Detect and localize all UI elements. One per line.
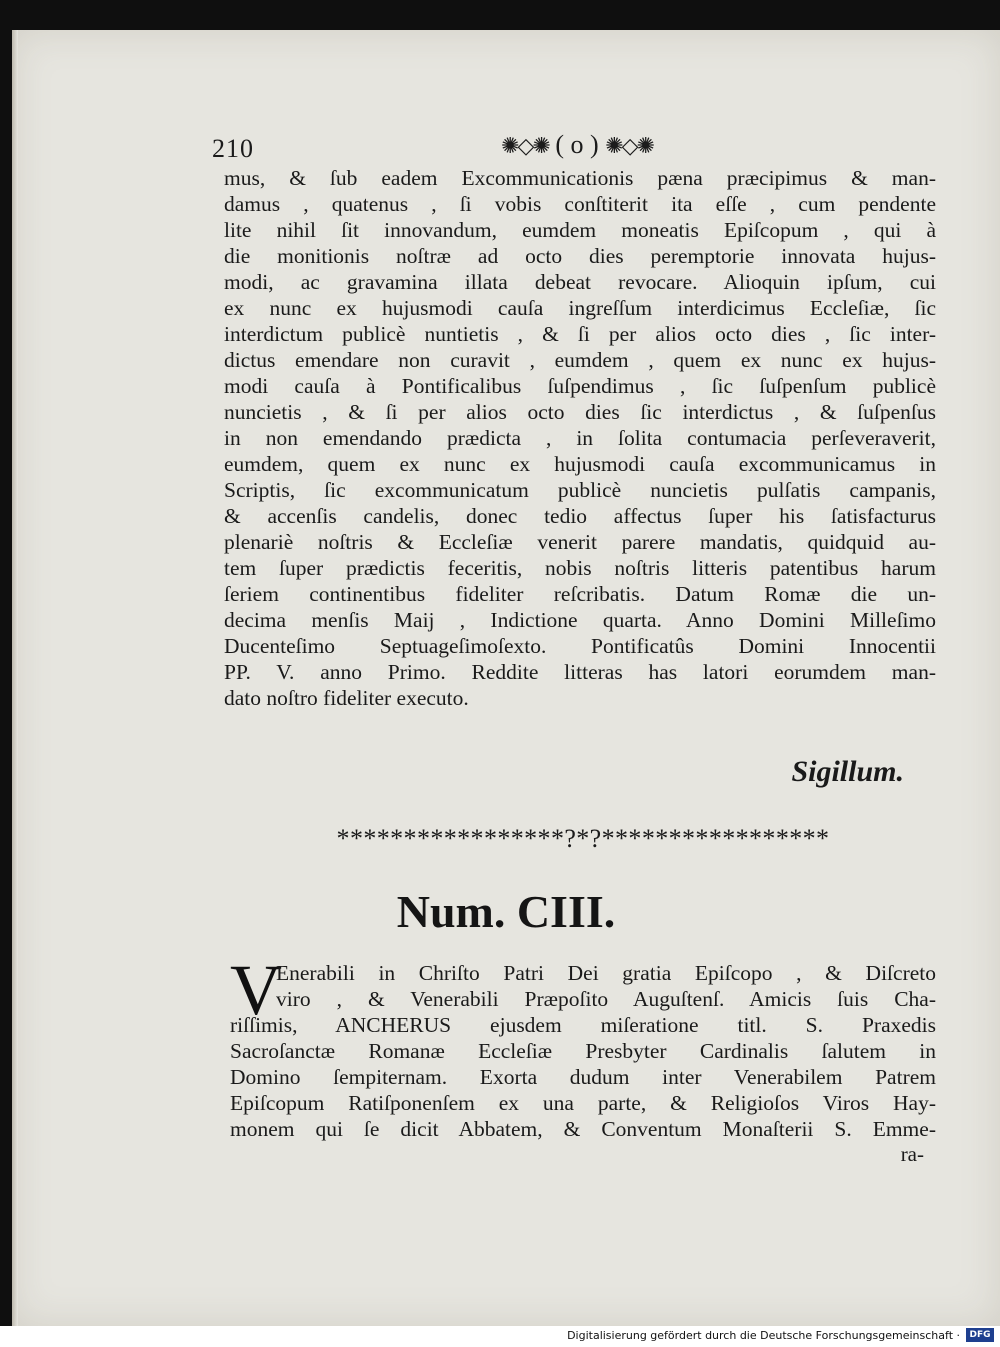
text-line: dato noſtro fideliter executo. — [224, 686, 469, 710]
text-line: plenariè noſtris & Eccleſiæ venerit parere mandatis, quidquid au- — [224, 530, 936, 554]
text-line: tem ſuper prædictis feceritis, nobis noſtris litteris patentibus harum — [224, 556, 936, 580]
text-line: monem qui ſe dicit Abbatem, & Conventum Monaſterii S. Emme- — [230, 1117, 936, 1141]
text-line: decima menſis Maij , Indictione quarta. Anno Domini Milleſimo — [224, 608, 936, 632]
asterisk-divider: *****************?*?***************** — [336, 824, 830, 853]
running-header — [12, 130, 1000, 170]
footer-bar — [0, 1326, 1000, 1347]
page-number: 210 — [212, 134, 254, 163]
ornament-right: ✺◇✺ — [605, 133, 653, 158]
text-line: lite nihil ſit innovandum, eumdem moneatis Epiſcopum , qui à — [224, 218, 936, 242]
header-ornament — [457, 130, 697, 160]
document-heading: Num. CIII. — [396, 886, 616, 937]
book-page — [12, 30, 1000, 1326]
text-line: interdictum publicè nuntietis , & ſi per alios octo dies , ſic inter- — [224, 322, 936, 346]
text-line: riſſimis, ANCHERUS ejusdem miſeratione titl. S. Praxedis — [230, 1013, 936, 1037]
body-paragraph — [224, 165, 936, 711]
text-line: die monitionis noſtræ ad octo dies peremptorie innovata hujus- — [224, 244, 936, 268]
text-line: Sacroſanctæ Romanæ Eccleſiæ Presbyter Cardinalis ſalutem in — [230, 1039, 936, 1063]
catchword: ra- — [900, 1142, 924, 1166]
text-line: nuncietis , & ſi per alios octo dies ſic interdictus , & ſuſpenſus — [224, 400, 936, 424]
text-line: in non emendando prædicta , in ſolita contumacia perſeveraverit, — [224, 426, 936, 450]
text-line: ſeriem continentibus fideliter reſcribatis. Datum Romæ die un- — [224, 582, 936, 606]
sigillum-label: Sigillum. — [791, 755, 904, 788]
page-edge — [12, 30, 18, 1326]
text-line: viro , & Venerabili Præpoſito Auguſtenſ. Amicis ſuis Cha- — [276, 987, 936, 1011]
ornament-left: ✺◇✺ — [501, 133, 549, 158]
ornament-center: ( o ) — [555, 130, 599, 159]
text-line: mus, & ſub eadem Excommunicationis pæna præcipimus & man- — [224, 166, 936, 190]
text-line: & accenſis candelis, donec tedio affectus ſuper his ſatisfacturus — [224, 504, 936, 528]
text-line: Scriptis, ſic excommunicatum publicè nuncietis pulſatis campanis, — [224, 478, 936, 502]
text-line: PP. V. anno Primo. Reddite litteras has latori eorumdem man- — [224, 660, 936, 684]
text-line: ex nunc ex hujusmodi cauſa ingreſſum interdicimus Eccleſiæ, ſic — [224, 296, 936, 320]
text-line: Epiſcopum Ratiſponenſem ex una parte, & Religioſos Viros Hay- — [230, 1091, 936, 1115]
text-line: modi, ac gravamina illata debeat revocare. Alioquin ipſum, cui — [224, 270, 936, 294]
text-line: dictus emendare non curavit , eumdem , quem ex nunc ex hujus- — [224, 348, 936, 372]
drop-cap: V — [230, 950, 282, 1030]
text-line: Enerabili in Chriſto Patri Dei gratia Epiſcopo , & Diſcreto — [276, 961, 936, 985]
second-paragraph — [230, 960, 936, 1142]
dfg-logo: DFG — [966, 1328, 994, 1342]
text-line: damus , quatenus , ſi vobis conſtiterit ita eſſe , cum pendente — [224, 192, 936, 216]
funding-notice: Digitalisierung gefördert durch die Deutsche Forschungsgemeinschaft · — [567, 1329, 960, 1342]
text-line: eumdem, quem ex nunc ex hujusmodi cauſa excommunicamus in — [224, 452, 936, 476]
text-line: Domino ſempiternam. Exorta dudum inter Venerabilem Patrem — [230, 1065, 936, 1089]
text-line: modi cauſa à Pontificalibus ſuſpendimus , ſic ſuſpenſum publicè — [224, 374, 936, 398]
text-line: Ducenteſimo Septuageſimoſexto. Pontificatûs Domini Innocentii — [224, 634, 936, 658]
